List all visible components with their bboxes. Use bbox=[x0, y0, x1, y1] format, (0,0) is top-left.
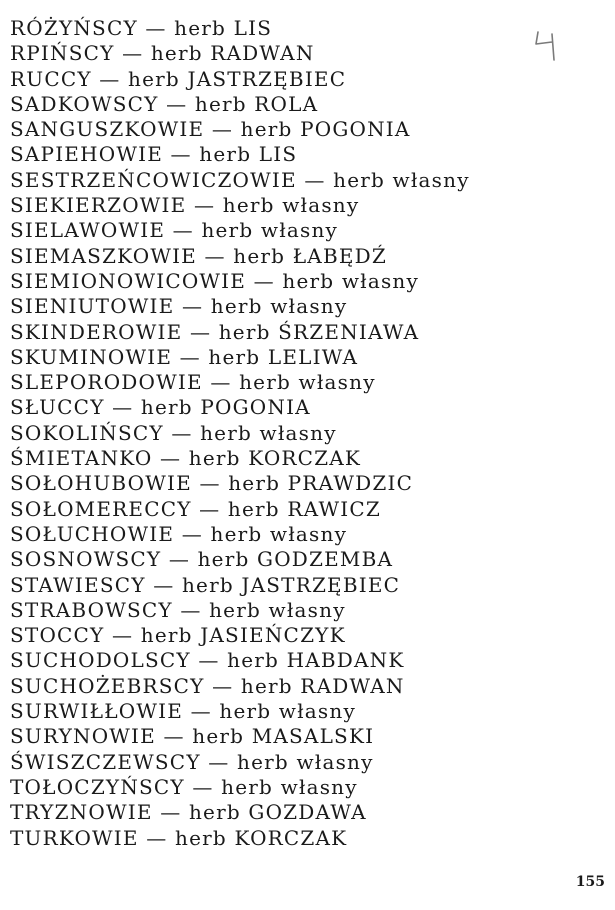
list-item: STAWIESCY — herb JASTRZĘBIEC bbox=[10, 572, 401, 597]
surname-herb-list bbox=[10, 16, 470, 851]
list-item: TURKOWIE — herb KORCZAK bbox=[10, 825, 348, 850]
list-item: SIENIUTOWIE — herb własny bbox=[10, 294, 348, 319]
list-item: SLEPORODOWIE — herb własny bbox=[10, 370, 376, 395]
list-item: ŚMIETANKO — herb KORCZAK bbox=[10, 446, 362, 471]
list-item: SESTRZEŃCOWICZOWIE — herb własny bbox=[10, 167, 470, 192]
list-item: SIEKIERZOWIE — herb własny bbox=[10, 193, 360, 218]
list-item: SANGUSZKOWIE — herb POGONIA bbox=[10, 117, 411, 142]
list-item: RUCCY — herb JASTRZĘBIEC bbox=[10, 66, 347, 91]
list-item: SAPIEHOWIE — herb LIS bbox=[10, 142, 298, 167]
list-item: SUCHOŻEBRSCY — herb RADWAN bbox=[10, 673, 405, 698]
list-item: SKUMINOWIE — herb LELIWA bbox=[10, 344, 359, 369]
list-item: SOŁOMERECCY — herb RAWICZ bbox=[10, 496, 381, 521]
list-item: TRYZNOWIE — herb GOZDAWA bbox=[10, 800, 367, 825]
list-item: SADKOWSCY — herb ROLA bbox=[10, 91, 319, 116]
list-item: SOKOLIŃSCY — herb własny bbox=[10, 420, 337, 445]
list-item: SŁUCCY — herb POGONIA bbox=[10, 395, 311, 420]
list-item: SOSNOWSCY — herb GODZEMBA bbox=[10, 547, 394, 572]
list-item: SIEMASZKOWIE — herb ŁABĘDŹ bbox=[10, 243, 387, 268]
list-item: TOŁOCZYŃSCY — herb własny bbox=[10, 774, 358, 799]
list-item: RPIŃSCY — herb RADWAN bbox=[10, 41, 315, 66]
list-item: STRABOWSCY — herb własny bbox=[10, 597, 346, 622]
list-item: SIEMIONOWICOWIE — herb własny bbox=[10, 268, 420, 293]
handwritten-mark bbox=[532, 28, 568, 64]
list-item: SURYNOWIE — herb MASALSKI bbox=[10, 724, 375, 749]
list-item: SOŁUCHOWIE — herb własny bbox=[10, 521, 348, 546]
list-item: SIELAWOWIE — herb własny bbox=[10, 218, 339, 243]
list-item: RÓŻYŃSCY — herb LIS bbox=[10, 16, 273, 40]
list-item: ŚWISZCZEWSCY — herb własny bbox=[10, 749, 374, 774]
list-item: STOCCY — herb JASIEŃCZYK bbox=[10, 623, 346, 648]
list-item: SUCHODOLSCY — herb HABDANK bbox=[10, 648, 405, 673]
page-number: 155 bbox=[575, 874, 605, 890]
list-item: SKINDEROWIE — herb ŚRZENIAWA bbox=[10, 319, 420, 344]
list-item: SURWIŁŁOWIE — herb własny bbox=[10, 699, 356, 724]
list-item: SOŁOHUBOWIE — herb PRAWDZIC bbox=[10, 471, 414, 496]
